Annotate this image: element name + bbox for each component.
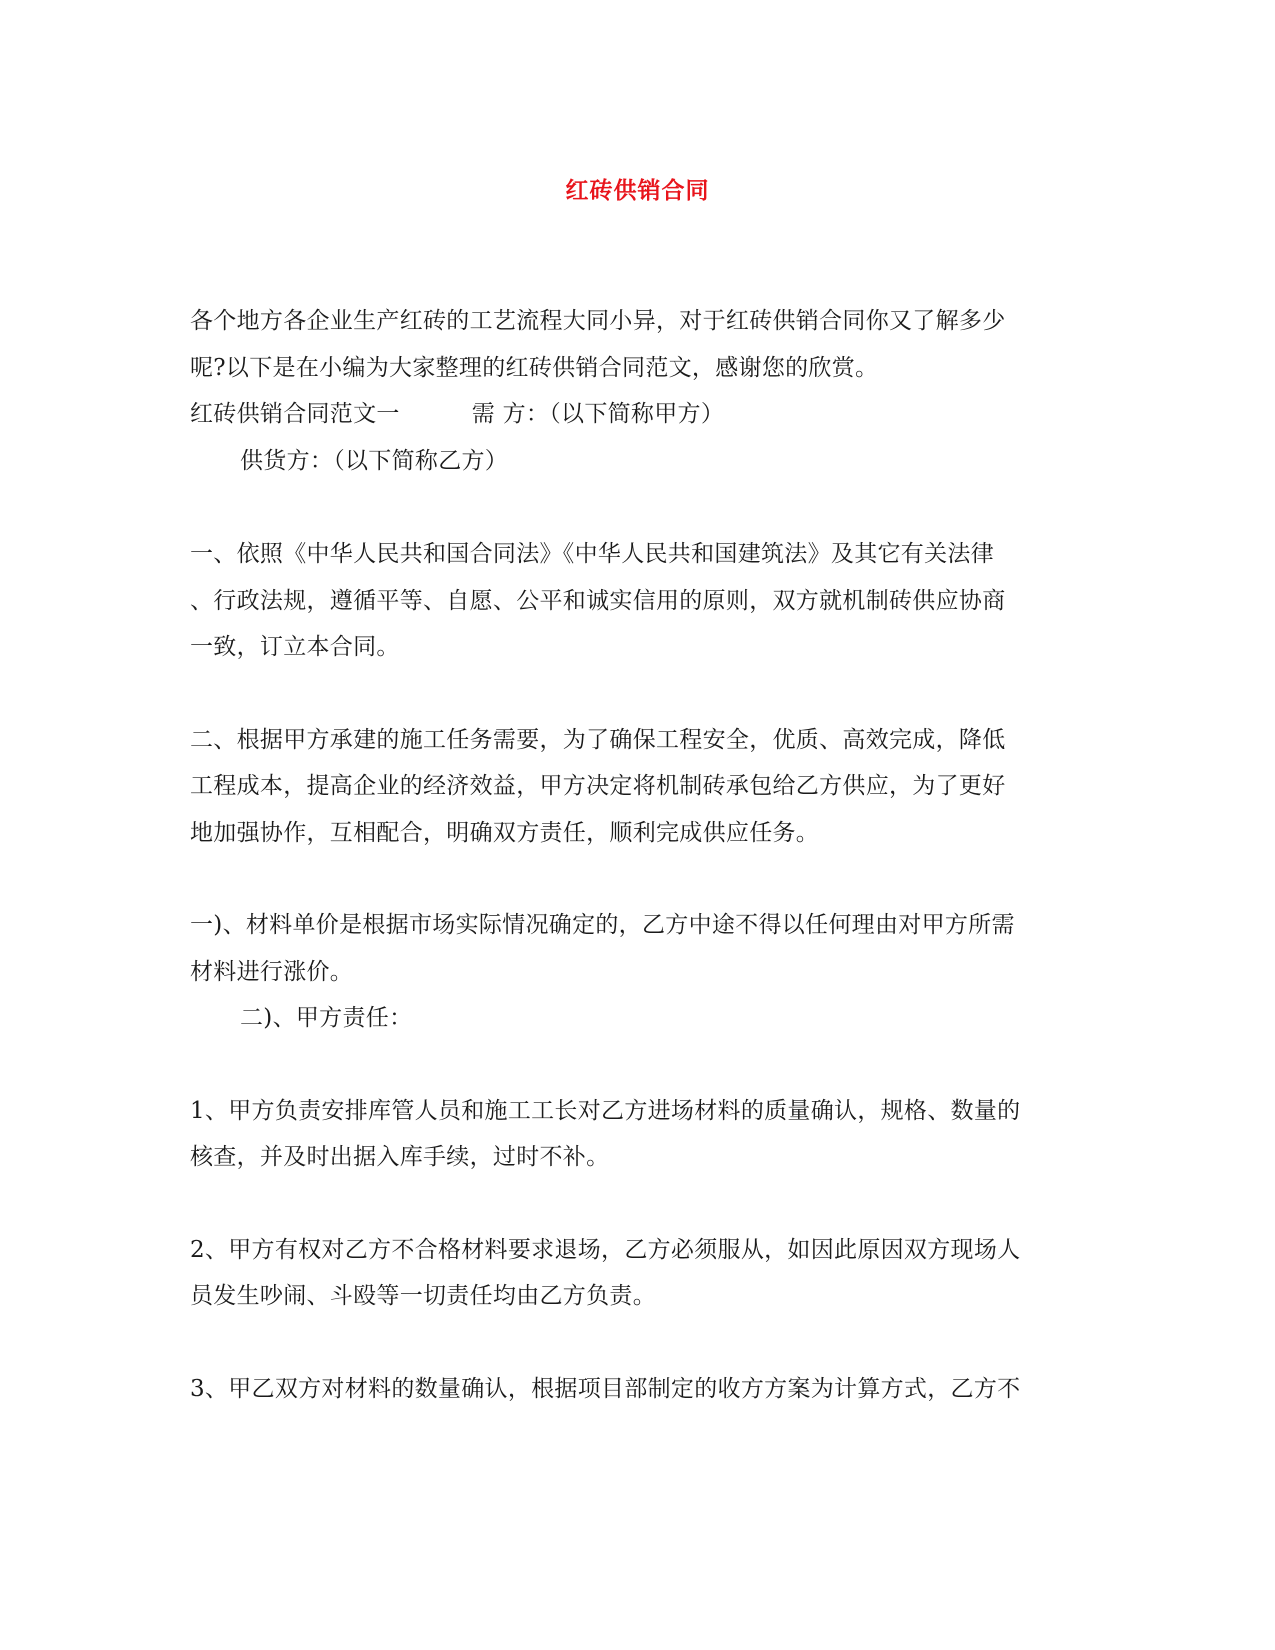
paragraph-line: 二、根据甲方承建的施工任务需要，为了确保工程安全，优质、高效完成，降低	[190, 727, 1006, 753]
paragraph-line: 一)、材料单价是根据市场实际情况确定的，乙方中途不得以任何理由对甲方所需	[190, 912, 1015, 938]
paragraph-line: 、行政法规，遵循平等、自愿、公平和诚实信用的原则，双方就机制砖供应协商	[190, 588, 1006, 614]
paragraph-line: 1、甲方负责安排库管人员和施工工长对乙方进场材料的质量确认，规格、数量的	[190, 1098, 1021, 1124]
paragraph-line	[190, 399, 724, 429]
paragraph-line: 材料进行涨价。	[190, 959, 354, 985]
section-heading: 二)、甲方责任：	[240, 1005, 413, 1031]
supplier-line: 供货方：（以下简称乙方）	[240, 448, 509, 474]
paragraph-line: 各个地方各企业生产红砖的工艺流程大同小异，对于红砖供销合同你又了解多少	[190, 308, 1006, 334]
paragraph-line: 地加强协作，互相配合，明确双方责任，顺利完成供应任务。	[190, 820, 820, 846]
document-title: 红砖供销合同	[565, 178, 710, 204]
paragraph-line: 员发生吵闹、斗殴等一切责任均由乙方负责。	[190, 1283, 656, 1309]
paragraph-line: 2、甲方有权对乙方不合格材料要求退场，乙方必须服从，如因此原因双方现场人	[190, 1237, 1021, 1263]
paragraph-line: 一致，订立本合同。	[190, 634, 400, 660]
sample-heading: 红砖供销合同范文一	[190, 401, 400, 427]
paragraph-line: 呢?以下是在小编为大家整理的红砖供销合同范文，感谢您的欣赏。	[190, 355, 879, 381]
paragraph-line: 工程成本，提高企业的经济效益，甲方决定将机制砖承包给乙方供应，为了更好	[190, 773, 1006, 799]
buyer-label: 需 方：（以下简称甲方）	[471, 401, 725, 427]
paragraph-line: 3、甲乙双方对材料的数量确认，根据项目部制定的收方方案为计算方式，乙方不	[190, 1376, 1021, 1402]
paragraph-line: 核查，并及时出据入库手续，过时不补。	[190, 1144, 610, 1170]
paragraph-line: 一、依照《中华人民共和国合同法》《中华人民共和国建筑法》及其它有关法律	[190, 541, 994, 567]
